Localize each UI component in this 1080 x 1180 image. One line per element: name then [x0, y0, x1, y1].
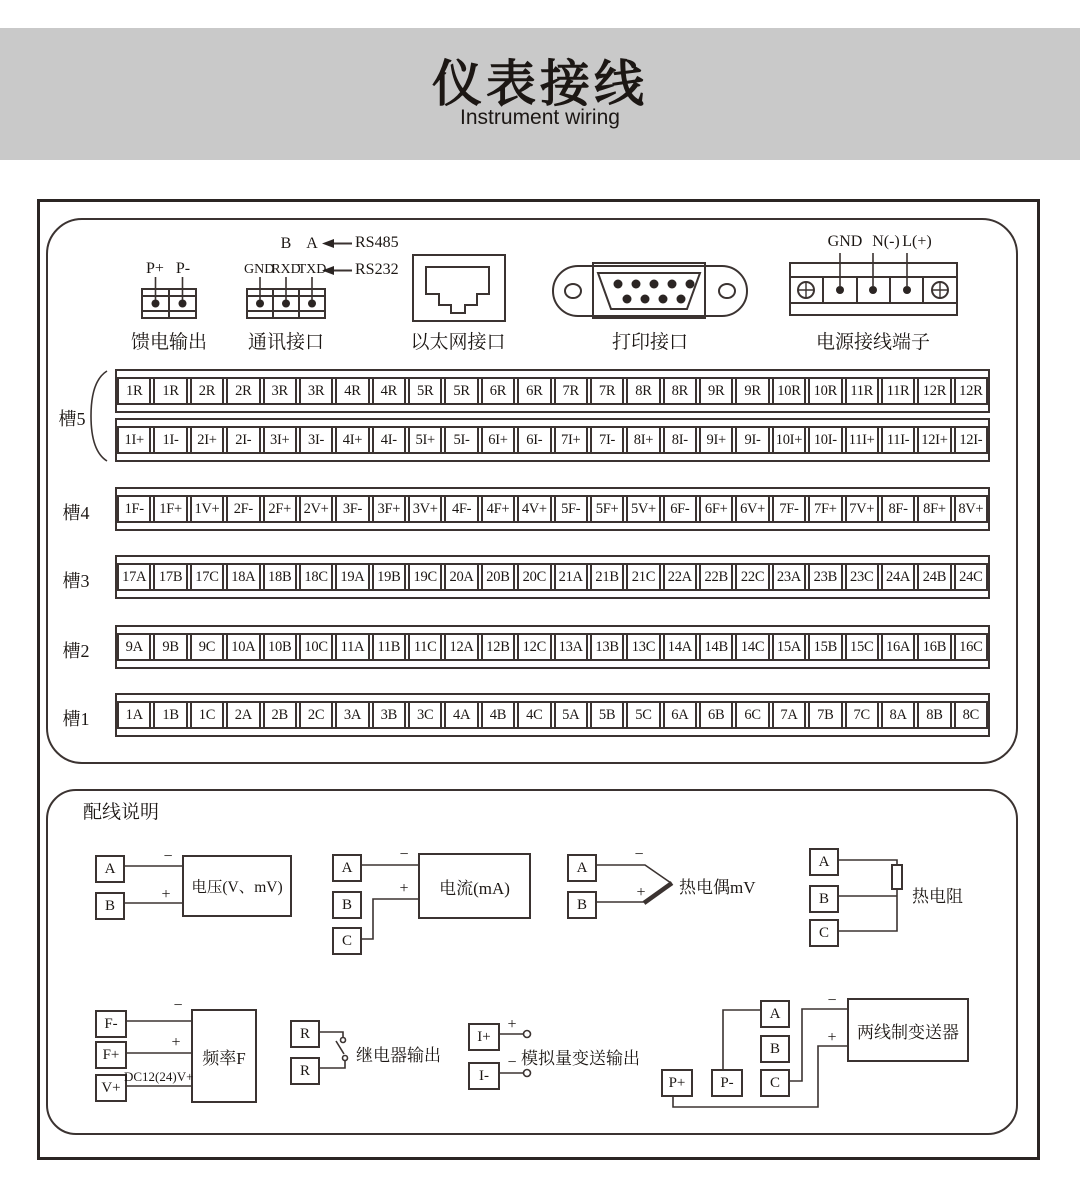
terminal-cell: 10B	[263, 635, 297, 659]
terminal-cell: 7R	[590, 379, 624, 403]
terminal-cell: 11R	[881, 379, 915, 403]
polarity-minus: −	[827, 992, 837, 1009]
terminal-cell: 16C	[954, 635, 988, 659]
terminal-cell: 7F+	[808, 497, 842, 521]
terminal-cell: 3F-	[335, 497, 369, 521]
slot5-strip-i	[115, 418, 990, 462]
terminal-cell: 8F+	[917, 497, 951, 521]
terminal-cell: 11I-	[881, 428, 915, 452]
terminal-cell: 17A	[117, 565, 151, 589]
terminal-cell: 4B	[481, 703, 515, 727]
terminal-cell: 11B	[372, 635, 406, 659]
feed-terminal-icon	[142, 277, 196, 318]
terminal-cell: 7R	[554, 379, 588, 403]
terminal-cell: 6R	[517, 379, 551, 403]
terminal-cell: 16B	[917, 635, 951, 659]
rs485-label: RS485	[355, 234, 399, 251]
slot3-label: 槽3	[62, 571, 90, 591]
terminal-box: B	[809, 885, 839, 913]
terminal-cell: 1V+	[190, 497, 224, 521]
terminal-cell: 7F-	[772, 497, 806, 521]
terminal-cell: 15B	[808, 635, 842, 659]
terminal-cell: 5R	[444, 379, 478, 403]
terminal-cell: 11C	[408, 635, 442, 659]
terminal-cell: 7V+	[845, 497, 879, 521]
terminal-cell: 3A	[335, 703, 369, 727]
terminal-cell: 6F+	[699, 497, 733, 521]
terminal-cell: 9B	[153, 635, 187, 659]
terminal-cell: 5I+	[408, 428, 442, 452]
polarity-plus: +	[636, 884, 646, 901]
page-subtitle: Instrument wiring	[460, 106, 620, 130]
terminal-cell: 9I-	[735, 428, 769, 452]
terminal-cell: 2C	[299, 703, 333, 727]
slot5-label: 槽5	[58, 409, 86, 429]
strip-top-bar	[117, 420, 988, 428]
terminal-cell: 10R	[772, 379, 806, 403]
terminal-cell: 15A	[772, 635, 806, 659]
terminal-cell: 5B	[590, 703, 624, 727]
strip-top-bar	[117, 371, 988, 379]
terminal-cell: 5V+	[626, 497, 660, 521]
terminal-cell: 3C	[408, 703, 442, 727]
terminal-cell: 9A	[117, 635, 151, 659]
terminal-cell: 4R	[372, 379, 406, 403]
terminal-cell: 1I-	[153, 428, 187, 452]
slot5-strip-r	[115, 369, 990, 413]
terminal-cell: 1F+	[153, 497, 187, 521]
strip-bottom-bar	[117, 403, 988, 411]
terminal-cell: 4F+	[481, 497, 515, 521]
terminal-cell: 21A	[554, 565, 588, 589]
power-pin-label: N(-)	[872, 233, 900, 250]
terminal-cell: 22A	[663, 565, 697, 589]
terminal-cell: 8A	[881, 703, 915, 727]
terminal-box: V+	[95, 1074, 127, 1102]
current-box: 电流(mA)	[418, 853, 531, 919]
terminal-cell: 4A	[444, 703, 478, 727]
terminal-cell: 1A	[117, 703, 151, 727]
terminal-box: C	[809, 919, 839, 947]
strip-bottom-bar	[117, 521, 988, 529]
terminal-cell: 6C	[735, 703, 769, 727]
terminal-box: P-	[711, 1069, 743, 1097]
terminal-box: B	[567, 891, 597, 919]
terminal-cell: 4I-	[372, 428, 406, 452]
terminal-cell: 17C	[190, 565, 224, 589]
strip-top-bar	[117, 695, 988, 703]
terminal-box: A	[332, 854, 362, 882]
terminal-cell: 9I+	[699, 428, 733, 452]
terminal-cell: 21C	[626, 565, 660, 589]
terminal-cell: 23A	[772, 565, 806, 589]
terminal-cell: 1C	[190, 703, 224, 727]
terminal-cell: 2B	[263, 703, 297, 727]
terminal-cell: 8I-	[663, 428, 697, 452]
terminal-cell: 6A	[663, 703, 697, 727]
terminal-cell: 4I+	[335, 428, 369, 452]
terminal-cell: 3V+	[408, 497, 442, 521]
transmitter-box: 两线制变送器	[847, 998, 969, 1062]
terminal-cell: 16A	[881, 635, 915, 659]
terminal-cell: 9R	[735, 379, 769, 403]
ethernet-caption: 以太网接口	[410, 332, 506, 353]
terminal-cell: 2R	[190, 379, 224, 403]
terminal-cell: 18A	[226, 565, 260, 589]
terminal-box: A	[95, 855, 125, 883]
frequency-box: 频率F	[191, 1009, 257, 1103]
power-pin-label: GND	[827, 233, 863, 250]
terminal-cell: 6F-	[663, 497, 697, 521]
strip-bottom-bar	[117, 452, 988, 460]
terminal-cell: 4F-	[444, 497, 478, 521]
terminal-cell: 19B	[372, 565, 406, 589]
terminal-cell: 8R	[663, 379, 697, 403]
terminal-cell: 4C	[517, 703, 551, 727]
terminal-cell: 22C	[735, 565, 769, 589]
slot1-label: 槽1	[62, 709, 90, 729]
polarity-minus: −	[399, 846, 409, 863]
terminal-cell: 8I+	[626, 428, 660, 452]
terminal-cell: 22B	[699, 565, 733, 589]
terminal-box: F-	[95, 1010, 127, 1038]
polarity-minus: −	[173, 997, 183, 1014]
terminal-box: R	[290, 1057, 320, 1085]
terminal-cell: 1B	[153, 703, 187, 727]
terminal-cell: 6I+	[481, 428, 515, 452]
slot3-strip	[115, 555, 990, 599]
terminal-cell: 7B	[808, 703, 842, 727]
terminal-cell: 5A	[554, 703, 588, 727]
thermocouple-label: 热电偶mV	[679, 878, 756, 897]
slot2-strip	[115, 625, 990, 669]
terminal-cell: 8V+	[954, 497, 988, 521]
strip-bottom-bar	[117, 589, 988, 597]
strip-top-bar	[117, 557, 988, 565]
wiring-notes-title: 配线说明	[83, 802, 160, 823]
terminal-cell: 5R	[408, 379, 442, 403]
terminal-cell: 3B	[372, 703, 406, 727]
terminal-cell: 12C	[517, 635, 551, 659]
terminal-cell: 3I-	[299, 428, 333, 452]
rs232-label: RS232	[355, 261, 399, 278]
polarity-minus: −	[163, 848, 173, 865]
dc-supply-label: DC12(24)V+	[124, 1069, 194, 1084]
terminal-cell: 23C	[845, 565, 879, 589]
terminal-cell: 24B	[917, 565, 951, 589]
polarity-plus: +	[399, 880, 409, 897]
terminal-cell: 8C	[954, 703, 988, 727]
terminal-cell: 11R	[845, 379, 879, 403]
terminal-cell: 14B	[699, 635, 733, 659]
terminal-cell: 2V+	[299, 497, 333, 521]
terminal-cell: 2R	[226, 379, 260, 403]
terminal-cell: 20A	[444, 565, 478, 589]
terminal-cell: 6V+	[735, 497, 769, 521]
terminal-cell: 9C	[190, 635, 224, 659]
terminal-cell: 23B	[808, 565, 842, 589]
terminal-cell: 3R	[299, 379, 333, 403]
terminal-cell: 7I-	[590, 428, 624, 452]
terminal-cell: 10C	[299, 635, 333, 659]
feed-pin-label: P+	[146, 260, 164, 277]
slot5-brace	[91, 371, 107, 461]
terminal-cell: 8B	[917, 703, 951, 727]
polarity-plus: +	[507, 1016, 517, 1033]
terminal-box: A	[567, 854, 597, 882]
terminal-box: B	[95, 892, 125, 920]
terminal-cell: 3F+	[372, 497, 406, 521]
printer-caption: 打印接口	[611, 332, 688, 353]
terminal-cell: 2F-	[226, 497, 260, 521]
terminal-cell: 2I+	[190, 428, 224, 452]
terminal-cell: 5C	[626, 703, 660, 727]
power-terminal-icon	[790, 253, 957, 315]
terminal-cell: 2A	[226, 703, 260, 727]
terminal-cell: 7A	[772, 703, 806, 727]
terminal-cell: 7C	[845, 703, 879, 727]
terminal-box: R	[290, 1020, 320, 1048]
terminal-cell: 2F+	[263, 497, 297, 521]
terminal-cell: 19C	[408, 565, 442, 589]
terminal-box: B	[760, 1035, 790, 1063]
terminal-cell: 6B	[699, 703, 733, 727]
terminal-cell: 5F+	[590, 497, 624, 521]
terminal-cell: 1R	[117, 379, 151, 403]
slot4-strip	[115, 487, 990, 531]
strip-bottom-bar	[117, 659, 988, 667]
terminal-cell: 6R	[481, 379, 515, 403]
feed-pin-label: P-	[175, 260, 191, 277]
terminal-cell: 13C	[626, 635, 660, 659]
comm-pin-label: GND	[244, 262, 275, 277]
terminal-cell: 8R	[626, 379, 660, 403]
terminal-cell: 12I+	[917, 428, 951, 452]
terminal-cell: 19A	[335, 565, 369, 589]
comm-caption: 通讯接口	[247, 332, 324, 353]
terminal-cell: 11A	[335, 635, 369, 659]
page-title: 仪表接线	[432, 55, 648, 112]
slot1-strip	[115, 693, 990, 737]
terminal-cell: 24C	[954, 565, 988, 589]
terminal-cell: 20C	[517, 565, 551, 589]
terminal-cell: 6I-	[517, 428, 551, 452]
slot4-label: 槽4	[62, 503, 90, 523]
terminal-cell: 14A	[663, 635, 697, 659]
terminal-cell: 12A	[444, 635, 478, 659]
terminal-box: F+	[95, 1041, 127, 1069]
terminal-cell: 13B	[590, 635, 624, 659]
terminal-cell: 12B	[481, 635, 515, 659]
terminal-cell: 8F-	[881, 497, 915, 521]
terminal-cell: 18C	[299, 565, 333, 589]
strip-bottom-bar	[117, 727, 988, 735]
polarity-plus: +	[171, 1034, 181, 1051]
comm-pin-label: TXD	[297, 262, 327, 277]
strip-top-bar	[117, 489, 988, 497]
terminal-cell: 4V+	[517, 497, 551, 521]
terminal-cell: 10I-	[808, 428, 842, 452]
terminal-box: C	[332, 927, 362, 955]
comm-terminal-icon	[247, 277, 325, 318]
terminal-cell: 12R	[917, 379, 951, 403]
comm-top-pin-label: A	[306, 235, 318, 252]
terminal-cell: 12I-	[954, 428, 988, 452]
terminal-cell: 1I+	[117, 428, 151, 452]
terminal-cell: 3I+	[263, 428, 297, 452]
terminal-cell: 5F-	[554, 497, 588, 521]
strip-top-bar	[117, 627, 988, 635]
rtd-label: 热电阻	[912, 887, 963, 906]
ethernet-port-icon	[413, 255, 505, 321]
terminal-cell: 21B	[590, 565, 624, 589]
comm-pin-label: RXD	[271, 262, 301, 277]
db9-connector-icon	[553, 263, 747, 318]
terminal-cell: 5I-	[444, 428, 478, 452]
terminal-cell: 12R	[954, 379, 988, 403]
terminal-box: B	[332, 891, 362, 919]
power-pin-label: L(+)	[902, 233, 932, 250]
terminal-box: A	[809, 848, 839, 876]
terminal-cell: 17B	[153, 565, 187, 589]
terminal-box: A	[760, 1000, 790, 1028]
polarity-plus: +	[161, 886, 171, 903]
voltage-box: 电压(V、mV)	[182, 855, 292, 917]
terminal-cell: 1F-	[117, 497, 151, 521]
terminal-cell: 13A	[554, 635, 588, 659]
terminal-box: I+	[468, 1023, 500, 1051]
terminal-cell: 1R	[153, 379, 187, 403]
terminal-cell: 4R	[335, 379, 369, 403]
feed-caption: 馈电输出	[130, 332, 207, 353]
comm-top-pin-label: B	[280, 235, 292, 252]
terminal-cell: 10I+	[772, 428, 806, 452]
terminal-cell: 9R	[699, 379, 733, 403]
slot2-label: 槽2	[62, 641, 90, 661]
terminal-box: P+	[661, 1069, 693, 1097]
terminal-cell: 2I-	[226, 428, 260, 452]
relay-output-label: 继电器输出	[356, 1046, 441, 1065]
terminal-cell: 11I+	[845, 428, 879, 452]
terminal-cell: 10R	[808, 379, 842, 403]
terminal-cell: 15C	[845, 635, 879, 659]
terminal-cell: 20B	[481, 565, 515, 589]
polarity-plus: +	[827, 1029, 837, 1046]
terminal-cell: 14C	[735, 635, 769, 659]
polarity-minus: −	[507, 1054, 517, 1071]
terminal-cell: 24A	[881, 565, 915, 589]
polarity-minus: −	[634, 846, 644, 863]
analog-output-label: 模拟量变送输出	[521, 1049, 640, 1068]
terminal-box: C	[760, 1069, 790, 1097]
terminal-cell: 7I+	[554, 428, 588, 452]
terminal-cell: 10A	[226, 635, 260, 659]
terminal-cell: 3R	[263, 379, 297, 403]
terminal-cell: 18B	[263, 565, 297, 589]
rs485-arrow-icon	[322, 239, 352, 248]
power-caption: 电源接线端子	[815, 332, 930, 353]
terminal-box: I-	[468, 1062, 500, 1090]
